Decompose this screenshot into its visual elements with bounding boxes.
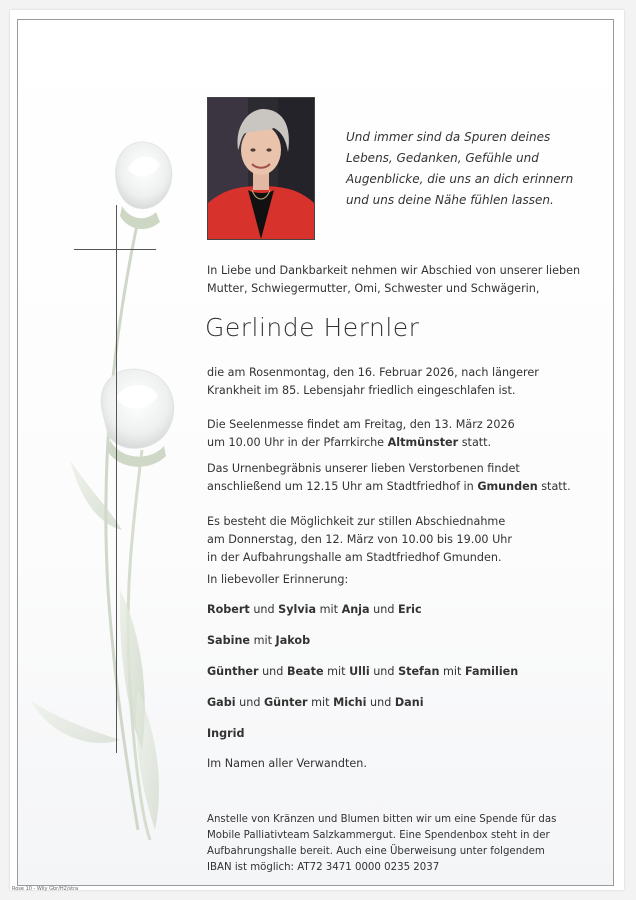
rose-illustration xyxy=(20,130,190,850)
portrait-photo xyxy=(207,97,315,240)
mass-line: Die Seelenmesse findet am Freitag, den 13. März 2026 xyxy=(207,418,515,431)
family-member: Ingrid xyxy=(207,727,245,740)
burial-place: Gmunden xyxy=(477,480,538,493)
death-notice xyxy=(207,364,539,400)
family-member: Ulli xyxy=(349,665,370,678)
family-row xyxy=(207,634,310,647)
family-member: Jakob xyxy=(275,634,311,647)
death-notice-line: die am Rosenmontag, den 16. Februar 2026, nach längerer xyxy=(207,366,539,379)
family-member: Sylvia xyxy=(278,603,317,616)
viewing-line: Es besteht die Möglichkeit zur stillen Abschiednahme xyxy=(207,515,506,528)
family-row xyxy=(207,603,422,616)
family-member: Robert xyxy=(207,603,250,616)
family-joiner: und xyxy=(366,696,395,709)
viewing-line: am Donnerstag, den 12. März von 10.00 bis 19.00 Uhr xyxy=(207,533,512,546)
family-joiner: mit xyxy=(323,665,350,678)
burial-info xyxy=(207,460,571,496)
family-joiner: mit xyxy=(316,603,342,616)
memory-heading: In liebevoller Erinnerung: xyxy=(207,573,349,586)
family-row xyxy=(207,696,424,709)
mass-time: um 10.00 Uhr in der Pfarrkirche xyxy=(207,436,388,449)
intro-line: Mutter, Schwiegermutter, Omi, Schwester und Schwägerin, xyxy=(207,282,540,295)
closing-line: Im Namen aller Verwandten. xyxy=(207,757,367,770)
requiem-mass-info xyxy=(207,416,515,452)
family-joiner: und xyxy=(249,603,279,616)
quote-line: Lebens, Gedanken, Gefühle und xyxy=(346,151,539,165)
family-joiner: mit xyxy=(307,696,334,709)
farewell-intro xyxy=(207,262,580,298)
family-member: Beate xyxy=(286,665,324,678)
donation-notice xyxy=(207,812,556,876)
donation-line: Aufbahrungshalle bereit. Auch eine Überweisung unter folgendem xyxy=(207,846,545,857)
family-row xyxy=(207,665,518,678)
cross-horizontal-bar xyxy=(74,249,156,250)
template-footer: Rose 10 - Wily Gbr/H2/stra xyxy=(12,886,79,892)
family-member: Michi xyxy=(333,696,367,709)
family-member: Stefan xyxy=(398,665,440,678)
family-member: Eric xyxy=(397,603,422,616)
family-member: Gabi xyxy=(207,696,236,709)
family-member: Dani xyxy=(394,696,424,709)
quote-line: Augenblicke, die uns an dich erinnern xyxy=(346,172,574,186)
viewing-line: in der Aufbahrungshalle am Stadtfriedhof Gmunden. xyxy=(207,551,502,564)
family-joiner: mit xyxy=(439,665,465,678)
family-member: Familien xyxy=(464,665,519,678)
family-joiner: mit xyxy=(250,634,276,647)
death-notice-line: Krankheit im 85. Lebensjahr friedlich eingeschlafen ist. xyxy=(207,384,516,397)
mass-line xyxy=(207,434,515,452)
viewing-info xyxy=(207,513,512,567)
burial-line xyxy=(207,478,571,496)
family-joiner: und xyxy=(369,665,399,678)
family-member: Günter xyxy=(263,696,308,709)
memorial-quote xyxy=(346,127,576,211)
family-joiner: und xyxy=(235,696,264,709)
burial-suffix: statt. xyxy=(537,480,571,493)
family-member: Sabine xyxy=(207,634,251,647)
family-member: Günther xyxy=(207,665,259,678)
burial-time: anschließend um 12.15 Uhr am Stadtfriedhof in xyxy=(207,480,478,493)
intro-line: In Liebe und Dankbarkeit nehmen wir Abschied von unserer lieben xyxy=(207,264,581,277)
mass-place: Altmünster xyxy=(387,436,459,449)
family-joiner: und xyxy=(369,603,398,616)
deceased-name: Gerlinde Hernler xyxy=(205,313,420,342)
quote-line: und uns deine Nähe fühlen lassen. xyxy=(346,193,554,207)
quote-line: Und immer sind da Spuren deines xyxy=(346,130,551,144)
family-joiner: und xyxy=(258,665,287,678)
family-member: Anja xyxy=(341,603,370,616)
donation-line: Anstelle von Kränzen und Blumen bitten wir um eine Spende für das xyxy=(207,814,557,825)
burial-line: Das Urnenbegräbnis unserer lieben Verstorbenen findet xyxy=(207,462,520,475)
mass-suffix: statt. xyxy=(458,436,492,449)
cross-vertical-bar xyxy=(116,205,117,753)
family-row xyxy=(207,727,245,740)
donation-line: Mobile Palliativteam Salzkammergut. Eine Spendenbox steht in der xyxy=(207,830,550,841)
donation-line: IBAN ist möglich: AT72 3471 0000 0235 2037 xyxy=(207,862,440,873)
